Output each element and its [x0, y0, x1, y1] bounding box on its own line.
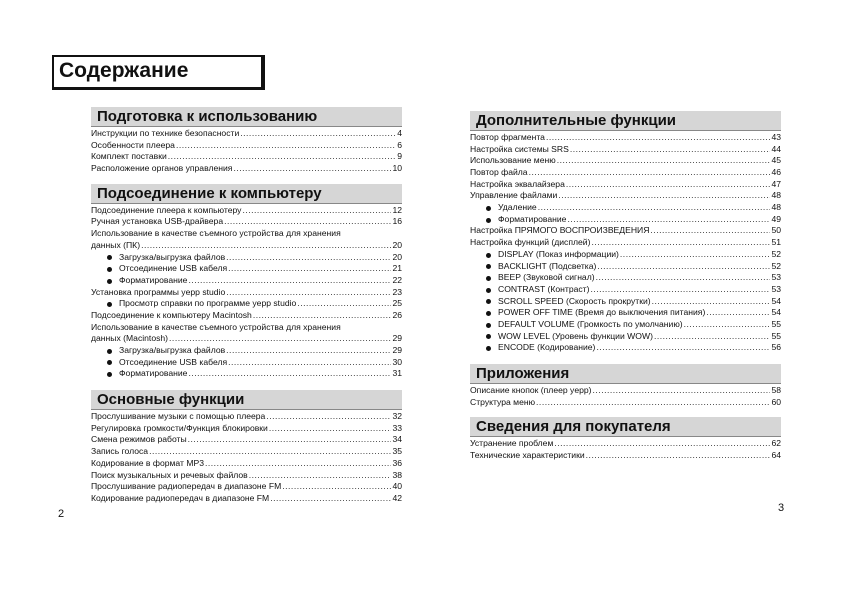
toc-entry-text: Настройка ПРЯМОГО ВОСПРОИЗВЕДЕНИЯ [470, 225, 650, 236]
dot-leader [240, 128, 396, 140]
toc-page-number: 47 [771, 178, 781, 189]
toc-page-number: 44 [771, 143, 781, 154]
toc-subentry[interactable] [470, 331, 781, 343]
bullet-icon [107, 279, 112, 284]
toc-entry-text: WOW LEVEL (Уровень функции WOW) [498, 330, 653, 341]
toc-entry[interactable] [91, 216, 402, 228]
section-heading: Основные функции [97, 391, 245, 409]
toc-page-number: 50 [771, 225, 781, 236]
bullet-icon [486, 323, 491, 328]
toc-page-number: 49 [771, 213, 781, 224]
toc-entry-text-line1: Использование в качестве съемного устройства для хранения [91, 321, 341, 332]
toc-page-number: 51 [771, 237, 781, 248]
toc-entry-text: ENCODE (Кодирование) [498, 342, 596, 353]
toc-entry-text: Прослушивание радиопередач в диапазоне FM [91, 481, 282, 492]
toc-page-number: 35 [392, 446, 402, 457]
toc-page-number: 53 [771, 272, 781, 283]
toc-subentry[interactable] [470, 261, 781, 273]
toc-page-number: 6 [397, 139, 402, 150]
toc-entry-text: Отсоединение USB кабеля [119, 356, 228, 367]
toc-entry-text: Настройка функций (дисплей) [470, 237, 591, 248]
bullet-icon [486, 206, 491, 211]
toc-subentry[interactable] [91, 298, 402, 310]
toc-entry-text: BEEP (Звуковой сигнал) [498, 272, 595, 283]
toc-entry-text: Кодирование радиопередач в диапазоне FM [91, 492, 270, 503]
dot-leader [586, 450, 771, 462]
toc-subentry[interactable] [91, 368, 402, 380]
dot-leader [242, 205, 391, 217]
toc-entry-text: Форматирование [119, 368, 188, 379]
toc-page-number: 40 [392, 481, 402, 492]
bullet-icon [486, 218, 491, 223]
toc-entry-text-line1: Использование в качестве съемного устройства для хранения [91, 228, 341, 239]
toc-page-number: 25 [392, 298, 402, 309]
bullet-icon [107, 255, 112, 260]
toc-section [470, 364, 781, 408]
bullet-icon [107, 302, 112, 307]
bullet-icon [486, 288, 491, 293]
dot-leader [205, 458, 391, 470]
toc-entry[interactable] [91, 151, 402, 163]
dot-leader [282, 481, 391, 493]
dot-leader [149, 446, 391, 458]
toc-entry-text: Форматирование [119, 274, 188, 285]
dot-leader [593, 385, 771, 397]
toc-entry-text: Повтор фрагмента [470, 131, 545, 142]
toc-section [470, 111, 781, 354]
toc-entry-text: Описание кнопок (плеер yepp) [470, 385, 592, 396]
toc-entry-text: Ручная установка USB-драйвера [91, 216, 224, 227]
toc-entry-text: Использование меню [470, 155, 556, 166]
dot-leader [557, 155, 771, 167]
bullet-icon [486, 253, 491, 258]
toc-entry[interactable] [91, 240, 402, 252]
toc-entry-text: Загрузка/выгрузка файлов [119, 251, 226, 262]
section-heading-bar [91, 184, 402, 204]
toc-page-number: 55 [771, 318, 781, 329]
dot-leader [652, 296, 771, 308]
left-page-number: 2 [58, 508, 65, 520]
toc-subentry[interactable] [91, 357, 402, 369]
toc-entry[interactable] [91, 333, 402, 345]
dot-leader [270, 493, 391, 505]
page-title-box [52, 55, 265, 90]
toc-entry-text: Запись голоса [91, 446, 149, 457]
toc-entry[interactable] [470, 155, 781, 167]
toc-subentry[interactable] [91, 275, 402, 287]
dot-leader [224, 216, 391, 228]
toc-page-number: 31 [392, 368, 402, 379]
dot-leader [226, 345, 391, 357]
dot-leader [249, 470, 392, 482]
toc-page-number: 33 [392, 422, 402, 433]
section-heading: Сведения для покупателя [476, 418, 671, 436]
right-page-number: 3 [778, 502, 785, 514]
section-heading: Дополнительные функции [476, 112, 677, 129]
dot-leader [188, 368, 391, 380]
toc-entry-text: POWER OFF TIME (Время до выключения питания) [498, 307, 706, 318]
right-column-toc [470, 111, 781, 462]
section-heading: Приложения [476, 365, 570, 383]
bullet-icon [107, 360, 112, 365]
toc-entry[interactable] [470, 397, 781, 409]
dot-leader [253, 310, 392, 322]
toc-subentry[interactable] [470, 296, 781, 308]
dot-leader [654, 331, 771, 343]
toc-page-number: 58 [771, 385, 781, 396]
bullet-icon [486, 299, 491, 304]
toc-page-number: 62 [771, 438, 781, 449]
bullet-icon [486, 334, 491, 339]
toc-entry[interactable] [91, 287, 402, 299]
bullet-icon [486, 264, 491, 269]
toc-page-number: 48 [771, 202, 781, 213]
section-heading-bar [470, 111, 781, 131]
dot-leader [169, 333, 391, 345]
dot-leader [570, 144, 771, 156]
toc-entry-text: Регулировка громкости/Функция блокировки [91, 422, 268, 433]
section-heading-bar [470, 417, 781, 437]
toc-page-number: 21 [392, 263, 402, 274]
toc-entry-text: Форматирование [498, 213, 567, 224]
bullet-icon [107, 349, 112, 354]
bullet-icon [107, 372, 112, 377]
dot-leader [188, 275, 391, 287]
dot-leader [226, 252, 391, 264]
dot-leader [538, 202, 771, 214]
toc-entry[interactable] [91, 423, 402, 435]
dot-leader [620, 249, 771, 261]
toc-entry-text: Устранение проблем [470, 438, 554, 449]
toc-entry[interactable] [91, 163, 402, 175]
toc-entry-text: CONTRAST (Контраст) [498, 283, 590, 294]
toc-entry[interactable] [91, 470, 402, 482]
section-heading-bar [91, 107, 402, 127]
toc-page-number: 52 [771, 260, 781, 271]
toc-page-number: 60 [771, 396, 781, 407]
toc-page-number: 54 [771, 295, 781, 306]
dot-leader [141, 240, 391, 252]
toc-entry[interactable] [91, 493, 402, 505]
toc-subentry[interactable] [470, 307, 781, 319]
dot-leader [228, 357, 391, 369]
toc-entry[interactable] [91, 128, 402, 140]
toc-entry[interactable] [91, 310, 402, 322]
toc-entry-text: данных (ПК) [91, 239, 141, 250]
toc-entry-text: SCROLL SPEED (Скорость прокрутки) [498, 295, 651, 306]
toc-entry-text: Загрузка/выгрузка файлов [119, 345, 226, 356]
dot-leader [176, 140, 396, 152]
toc-entry-text: DISPLAY (Показ информации) [498, 248, 619, 259]
dot-leader [706, 307, 770, 319]
section-heading: Подсоединение к компьютеру [97, 184, 322, 202]
toc-entry-text: Структура меню [470, 396, 536, 407]
toc-entry[interactable] [470, 237, 781, 249]
bullet-icon [107, 267, 112, 272]
toc-entry-text: Установка программы yepp studio [91, 286, 226, 297]
toc-entry[interactable] [91, 458, 402, 470]
toc-page-number: 22 [392, 274, 402, 285]
toc-subentry[interactable] [91, 252, 402, 264]
dot-leader [590, 284, 770, 296]
toc-entry[interactable] [91, 446, 402, 458]
toc-page-number: 26 [392, 309, 402, 320]
toc-page-number: 23 [392, 286, 402, 297]
toc-subentry[interactable] [91, 345, 402, 357]
toc-page-number: 38 [392, 469, 402, 480]
dot-leader [188, 434, 392, 446]
toc-entry[interactable] [470, 144, 781, 156]
toc-page-number: 10 [392, 163, 402, 174]
toc-page-number: 48 [771, 190, 781, 201]
dot-leader [529, 167, 771, 179]
page-title: Содержание [59, 59, 189, 82]
toc-entry-text: Повтор файла [470, 167, 528, 178]
dot-leader [567, 214, 770, 226]
toc-entry[interactable] [91, 411, 402, 423]
toc-entry[interactable] [470, 385, 781, 397]
toc-subentry[interactable] [470, 319, 781, 331]
dot-leader [558, 190, 770, 202]
toc-page-number: 9 [397, 151, 402, 162]
toc-entry[interactable] [91, 205, 402, 217]
toc-page-number: 30 [392, 356, 402, 367]
section-heading-bar [470, 364, 781, 384]
toc-page-number: 53 [771, 283, 781, 294]
toc-entry-text: DEFAULT VOLUME (Громкость по умолчанию) [498, 318, 683, 329]
dot-leader [269, 423, 392, 435]
toc-page-number: 45 [771, 155, 781, 166]
dot-leader [233, 163, 391, 175]
toc-section [470, 417, 781, 461]
bullet-icon [486, 346, 491, 351]
dot-leader [566, 179, 771, 191]
toc-subentry[interactable] [470, 342, 781, 354]
toc-subentry[interactable] [470, 272, 781, 284]
toc-entry-text: Технические характеристики [470, 450, 585, 461]
dot-leader [597, 261, 770, 273]
toc-entry[interactable] [470, 226, 781, 238]
toc-entry[interactable] [470, 132, 781, 144]
toc-subentry[interactable] [470, 202, 781, 214]
toc-page-number: 56 [771, 342, 781, 353]
toc-section [91, 184, 402, 380]
toc-entry-text: Смена режимов работы [91, 434, 187, 445]
toc-section [91, 390, 402, 505]
toc-entry-text: Настройка эквалайзера [470, 178, 565, 189]
toc-entry-text: Инструкции по технике безопасности [91, 127, 240, 138]
toc-subentry[interactable] [91, 263, 402, 275]
toc-entry-text: Поиск музыкальных и речевых файлов [91, 469, 248, 480]
toc-entry-text: Подсоединение к компьютеру Macintosh [91, 309, 252, 320]
toc-entry[interactable] [470, 450, 781, 462]
toc-entry-text: данных (Macintosh) [91, 333, 169, 344]
toc-page-number: 55 [771, 330, 781, 341]
section-heading: Подготовка к использованию [97, 108, 318, 125]
bullet-icon [486, 311, 491, 316]
toc-page-number: 32 [392, 411, 402, 422]
dot-leader [168, 151, 396, 163]
toc-page-number: 46 [771, 167, 781, 178]
toc-entry-text: Настройка системы SRS [470, 143, 569, 154]
toc-entry-text: Кодирование в формат MP3 [91, 457, 205, 468]
toc-page-number: 36 [392, 457, 402, 468]
dot-leader [266, 411, 391, 423]
toc-entry[interactable] [91, 481, 402, 493]
toc-subentry[interactable] [470, 214, 781, 226]
toc-entry-text: Подсоединение плеера к компьютеру [91, 204, 242, 215]
toc-entry-text: Расположение органов управления [91, 163, 233, 174]
toc-subentry[interactable] [470, 284, 781, 296]
toc-entry[interactable] [91, 140, 402, 152]
dot-leader [554, 438, 770, 450]
dot-leader [228, 263, 391, 275]
toc-entry[interactable] [470, 167, 781, 179]
toc-entry-text: BACKLIGHT (Подсветка) [498, 260, 597, 271]
toc-entry-text: Удаление [498, 202, 537, 213]
toc-page-number: 29 [392, 345, 402, 356]
section-heading-bar [91, 390, 402, 410]
toc-entry-text: Прослушивание музыки с помощью плеера [91, 411, 266, 422]
dot-leader [650, 225, 770, 237]
dot-leader [226, 287, 391, 299]
toc-page-number: 29 [392, 333, 402, 344]
toc-page-number: 43 [771, 131, 781, 142]
toc-page-number: 4 [397, 127, 402, 138]
toc-entry-text: Отсоединение USB кабеля [119, 263, 228, 274]
dot-leader [591, 237, 770, 249]
dot-leader [536, 397, 770, 409]
dot-leader [684, 319, 771, 331]
toc-entry[interactable] [470, 190, 781, 202]
toc-entry[interactable] [470, 179, 781, 191]
toc-page-number: 54 [771, 307, 781, 318]
toc-subentry[interactable] [470, 249, 781, 261]
toc-page-number: 20 [392, 251, 402, 262]
toc-page-number: 42 [392, 492, 402, 503]
dot-leader [596, 272, 771, 284]
dot-leader [596, 342, 770, 354]
toc-page-number: 34 [392, 434, 402, 445]
left-column-toc [91, 107, 402, 505]
toc-entry-text: Комплект поставки [91, 151, 167, 162]
toc-entry-text: Особенности плеера [91, 139, 175, 150]
toc-section [91, 107, 402, 175]
toc-page-number: 16 [392, 216, 402, 227]
dot-leader [297, 298, 391, 310]
toc-entry[interactable] [470, 438, 781, 450]
toc-entry[interactable] [91, 434, 402, 446]
dot-leader [546, 132, 771, 144]
toc-entry-text: Управление файлами [470, 190, 558, 201]
bullet-icon [486, 276, 491, 281]
toc-page-number: 12 [392, 204, 402, 215]
toc-page-number: 52 [771, 248, 781, 259]
toc-entry-text: Просмотр справки по программе yepp studio [119, 298, 297, 309]
toc-page-number: 64 [771, 450, 781, 461]
toc-page-number: 20 [392, 239, 402, 250]
